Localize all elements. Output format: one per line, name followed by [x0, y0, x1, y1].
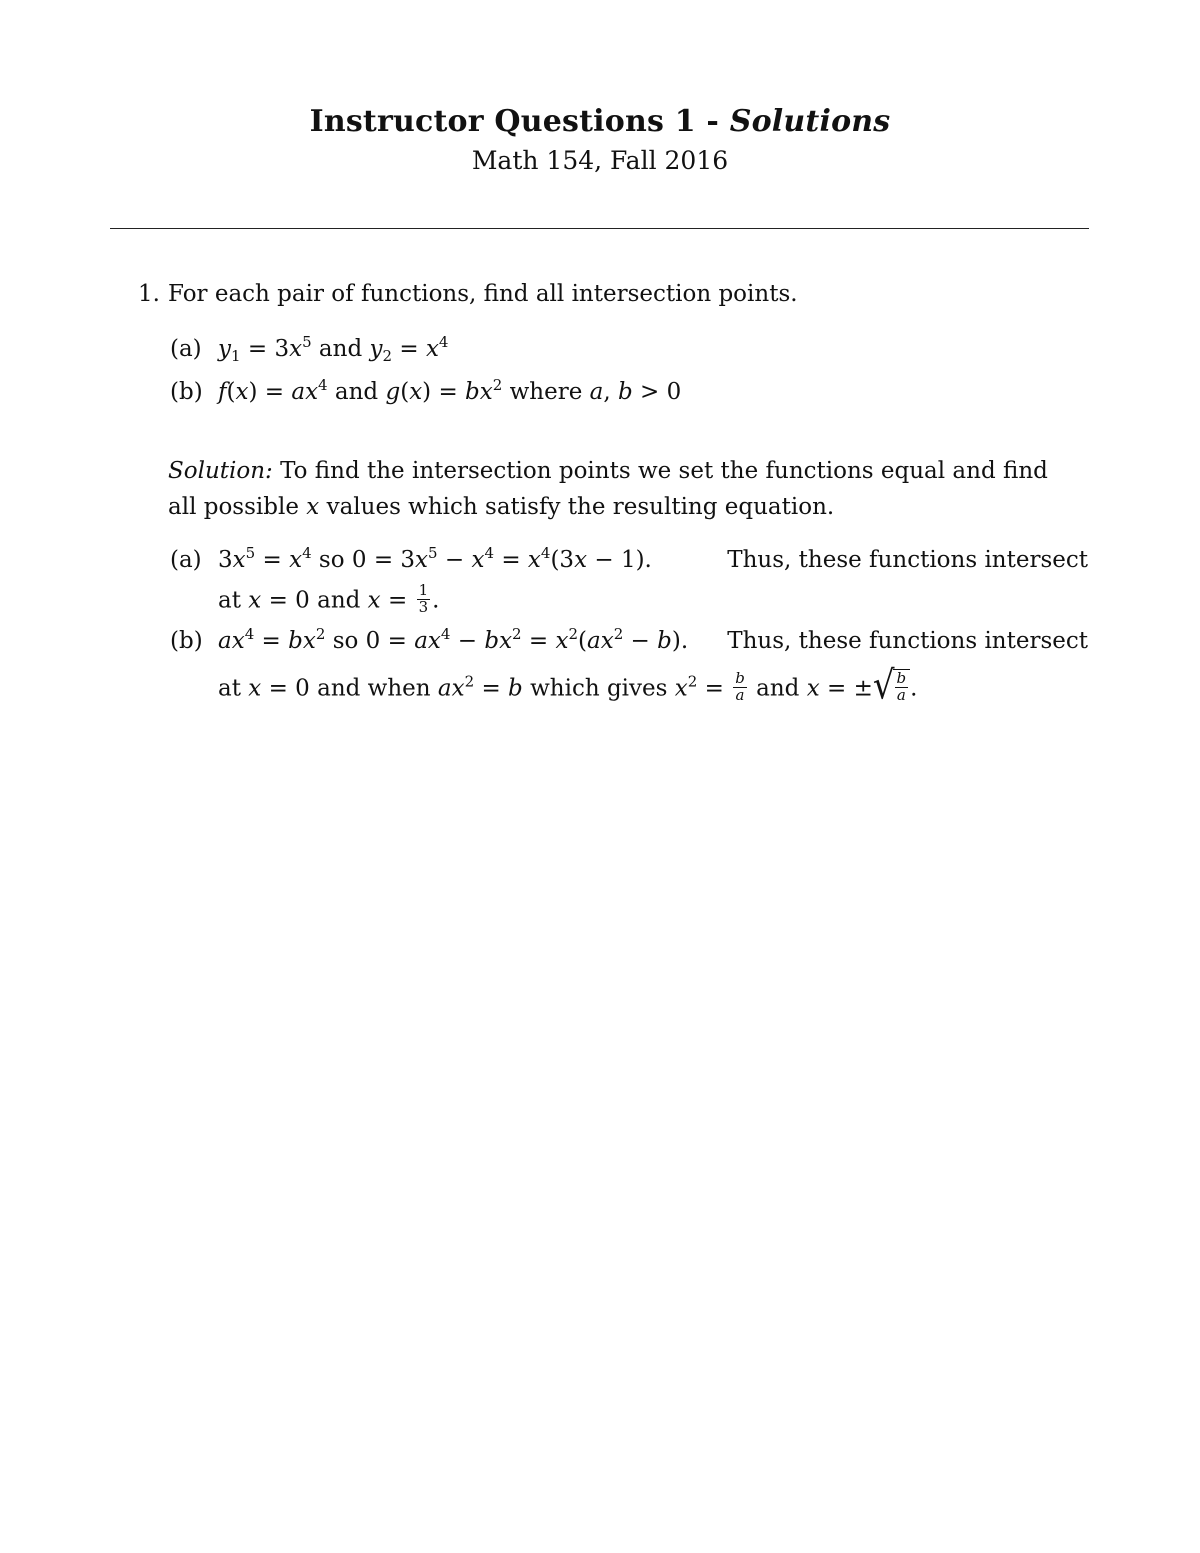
question-prompt: For each pair of functions, find all intersection points.: [168, 281, 798, 307]
title-main: Instructor Questions 1 -: [309, 104, 730, 139]
solution-part-a-label: (a): [170, 547, 202, 573]
solution-intro-line2: all possible x values which satisfy the resulting equation.: [168, 494, 835, 520]
question-part-b-equation: $f(x) = ax^4$ and $g(x) = bx^2$ where a, b > 0: [218, 376, 682, 405]
fraction-one-third: $\frac{1}{3}$: [418, 581, 429, 616]
question-part-b-label: (b): [170, 379, 203, 405]
fraction-b-over-a: $\frac{b}{a}$: [735, 669, 745, 704]
solution-intro-line1: Solution: To find the intersection points we set the functions equal and find: [168, 458, 1048, 484]
solution-label: Solution:: [168, 458, 273, 484]
page-subtitle: Math 154, Fall 2016: [471, 146, 729, 175]
title-italic: Solutions: [729, 104, 891, 139]
page-title: [0, 104, 1200, 139]
solution-part-b-line2: at x = 0 and when $ax^2 = b$ which gives $x^2$ = $\frac{b}{a}$ and x = ±√ $\frac{b}{a}$ .: [218, 663, 918, 710]
question-number: 1.: [138, 281, 160, 307]
solution-part-b-line1: $ax^4 = bx^2$ so $0 = ax^4 - bx^2 = x^2(ax^2 - b)$. Thus, these functions intersect: [218, 625, 1088, 654]
solution-part-b-label: (b): [170, 628, 203, 654]
solution-part-a-line2: at x = 0 and x = $\frac{1}{3}$ .: [218, 581, 440, 616]
header-divider: [110, 228, 1089, 229]
solution-part-a-line1: $3x^5 = x^4$ so $0 = 3x^5 - x^4 = x^4(3x - 1)$. Thus, these functions intersect: [218, 544, 1088, 573]
square-root: √ $\frac{b}{a}$: [873, 669, 910, 704]
question-part-a-equation: $y_1 = 3x^5$ and $y_2 = x^4$: [218, 333, 449, 365]
question-part-a-label: (a): [170, 336, 202, 362]
